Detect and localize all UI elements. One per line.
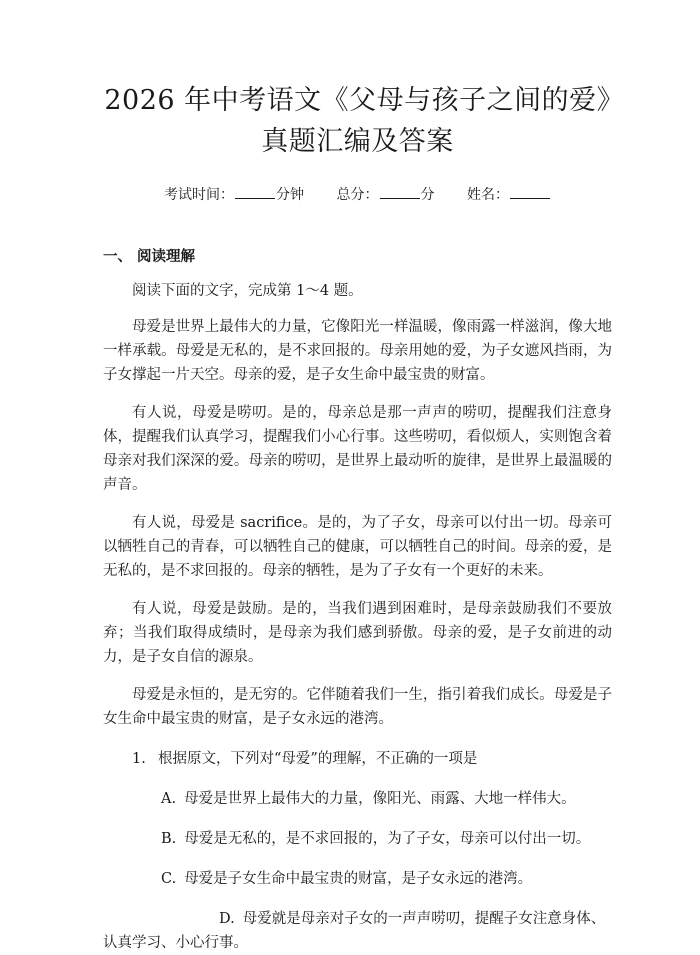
option-text: 母爱就是母亲对子女的一声声唠叨，提醒子女注意身体、认真学习、小心行事。	[103, 911, 606, 951]
option-label: C.	[161, 871, 177, 887]
exam-time-label: 考试时间：	[164, 187, 235, 203]
exam-info-line	[103, 184, 612, 205]
option-text: 母爱是子女生命中最宝贵的财富，是子女永远的港湾。	[184, 871, 533, 887]
section-title: 阅读理解	[137, 248, 195, 265]
total-score-field	[337, 184, 435, 205]
passage-paragraph: 母爱是永恒的，是无穷的。它伴随着我们一生，指引着我们成长。母爱是子女生命中最宝贵的财富，是子女永远的港湾。	[103, 687, 612, 727]
exam-time-unit: 分钟	[276, 187, 305, 203]
total-score-unit: 分	[420, 187, 435, 203]
option-text: 母爱是无私的，是不求回报的，为了子女，母亲可以付出一切。	[184, 831, 591, 847]
name-label: 姓名：	[466, 187, 509, 203]
option-label: B.	[161, 831, 177, 847]
option-label: A.	[161, 791, 177, 807]
option-text: 母爱是世界上最伟大的力量，像阳光、雨露、大地一样伟大。	[184, 791, 576, 807]
document-title: 2026 年中考语文《父母与孩子之间的爱》真题汇编及答案	[104, 85, 611, 157]
section-heading	[103, 247, 612, 267]
name-field	[467, 184, 551, 205]
answer-option-b[interactable]	[103, 827, 612, 851]
answer-option-c[interactable]	[103, 867, 612, 891]
question-1	[103, 747, 612, 771]
total-score-label: 总分：	[336, 187, 379, 203]
section-number: 一、	[103, 248, 132, 265]
answer-option-a[interactable]	[103, 787, 612, 811]
total-score-blank	[380, 184, 420, 199]
passage-paragraph: 有人说，母爱是 sacrifice。是的，为了子女，母亲可以付出一切。母亲可以牺牲自己的青春，可以牺牲自己的健康，可以牺牲自己的时间。母亲的爱，是无私的，是不求回报的。母亲的牺牲，是为了子女有一个更好的未来。	[103, 515, 612, 579]
answer-option-d[interactable]	[103, 907, 612, 955]
question-text: 根据原文，下列对“母爱”的理解，不正确的一项是	[158, 751, 478, 767]
passage-paragraph: 有人说，母爱是唠叨。是的，母亲总是那一声声的唠叨，提醒我们注意身体，提醒我们认真学习，提醒我们小心行事。这些唠叨，看似烦人，实则饱含着母亲对我们深深的爱。母亲的唠叨，是世界上最动听的旋律，是世界上最温暖的声音。	[103, 405, 612, 493]
reading-instructions: 阅读下面的文字，完成第 1～4 题。	[132, 283, 363, 299]
exam-time-field	[164, 184, 304, 205]
passage-paragraph: 有人说，母爱是鼓励。是的，当我们遇到困难时，是母亲鼓励我们不要放弃；当我们取得成绩时，是母亲为我们感到骄傲。母亲的爱，是子女前进的动力，是子女自信的源泉。	[103, 601, 612, 665]
name-blank	[510, 184, 550, 199]
exam-time-blank	[235, 184, 275, 199]
option-label: D.	[219, 911, 235, 927]
passage-paragraph: 母爱是世界上最伟大的力量，它像阳光一样温暖，像雨露一样滋润，像大地一样承载。母爱是无私的，是不求回报的。母亲用她的爱，为子女遮风挡雨，为子女撑起一片天空。母亲的爱，是子女生命中最宝贵的财富。	[103, 319, 612, 383]
question-number: 1.	[132, 751, 146, 767]
